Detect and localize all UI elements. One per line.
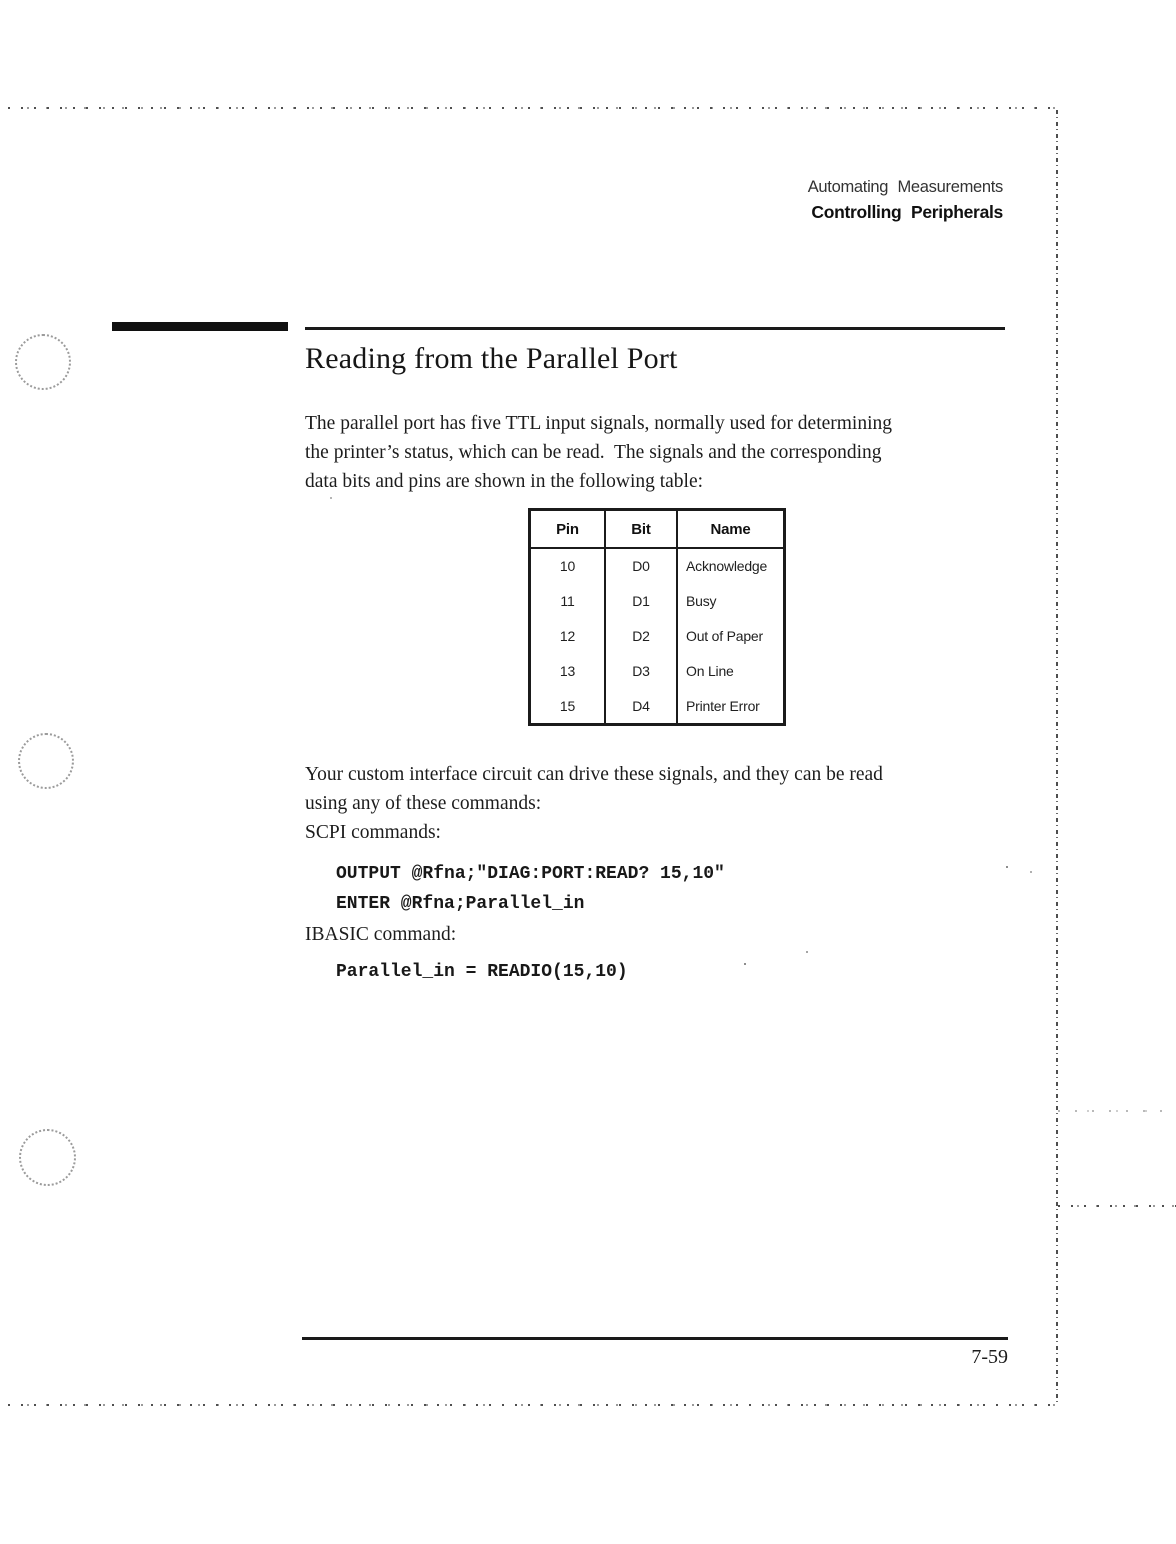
right-page-edge-line (1056, 110, 1058, 1406)
margin-title-bar (112, 322, 288, 331)
title-rule (305, 327, 1005, 330)
table-cell: D1 (606, 584, 678, 619)
table-cell: D0 (606, 549, 678, 584)
table-cell: D3 (606, 653, 678, 688)
section-title: Reading from the Parallel Port (305, 342, 678, 375)
table-cell: 15 (531, 688, 606, 723)
table-cell: Busy (686, 593, 717, 610)
table-cell: Printer Error (686, 697, 760, 714)
right-margin-artifact-line-1 (1058, 1110, 1170, 1112)
table-cell: 11 (531, 584, 606, 619)
table-cell: D4 (606, 688, 678, 723)
scpi-commands-label: SCPI commands: (305, 822, 441, 843)
table-header-bit: Bit (606, 511, 678, 549)
table-header-pin: Pin (531, 511, 606, 549)
intro-paragraph (305, 409, 892, 496)
intro-paragraph-line: data bits and pins are shown in the following table: (305, 471, 704, 492)
footer-rule (302, 1337, 1008, 1340)
table-cell: D2 (606, 619, 678, 654)
table-cell: 12 (531, 619, 606, 654)
punch-hole-middle (18, 733, 74, 789)
running-header (700, 178, 1003, 223)
punch-hole-top (15, 334, 71, 390)
page-number: 7-59 (971, 1346, 1008, 1368)
scpi-code-line: OUTPUT @Rfna;"DIAG:PORT:READ? 15,10" (336, 864, 725, 884)
punch-hole-bottom (19, 1129, 76, 1186)
ibasic-code-block (336, 957, 628, 987)
parallel-port-signals-table (528, 508, 786, 726)
bottom-page-edge-dotted-line (8, 1404, 1060, 1406)
intro-paragraph-line: the printer’s status, which can be read. The signals and the corresponding (305, 442, 882, 463)
table-cell: Acknowledge (686, 558, 768, 575)
table-cell: On Line (686, 662, 734, 679)
table-cell: 13 (531, 653, 606, 688)
right-margin-artifact-line-2 (1058, 1205, 1176, 1207)
scpi-code-block (336, 859, 725, 919)
table-cell: 10 (531, 549, 606, 584)
table-cell: Out of Paper (686, 627, 763, 644)
commands-paragraph-line: Your custom interface circuit can drive these signals, and they can be read (305, 764, 883, 785)
running-header-section: Automating Measurements (807, 178, 1003, 196)
top-page-edge-dotted-line (8, 107, 1058, 109)
intro-paragraph-line: The parallel port has five TTL input signals, normally used for determining (305, 413, 893, 434)
ibasic-command-label: IBASIC command: (305, 924, 457, 945)
commands-paragraph (305, 760, 883, 818)
running-header-chapter: Controlling Peripherals (811, 202, 1003, 222)
ibasic-code-line: Parallel_in = READIO(15,10) (336, 962, 628, 982)
commands-paragraph-line: using any of these commands: (305, 793, 542, 814)
table-header-name: Name (678, 511, 783, 549)
scpi-code-line: ENTER @Rfna;Parallel_in (336, 894, 585, 914)
